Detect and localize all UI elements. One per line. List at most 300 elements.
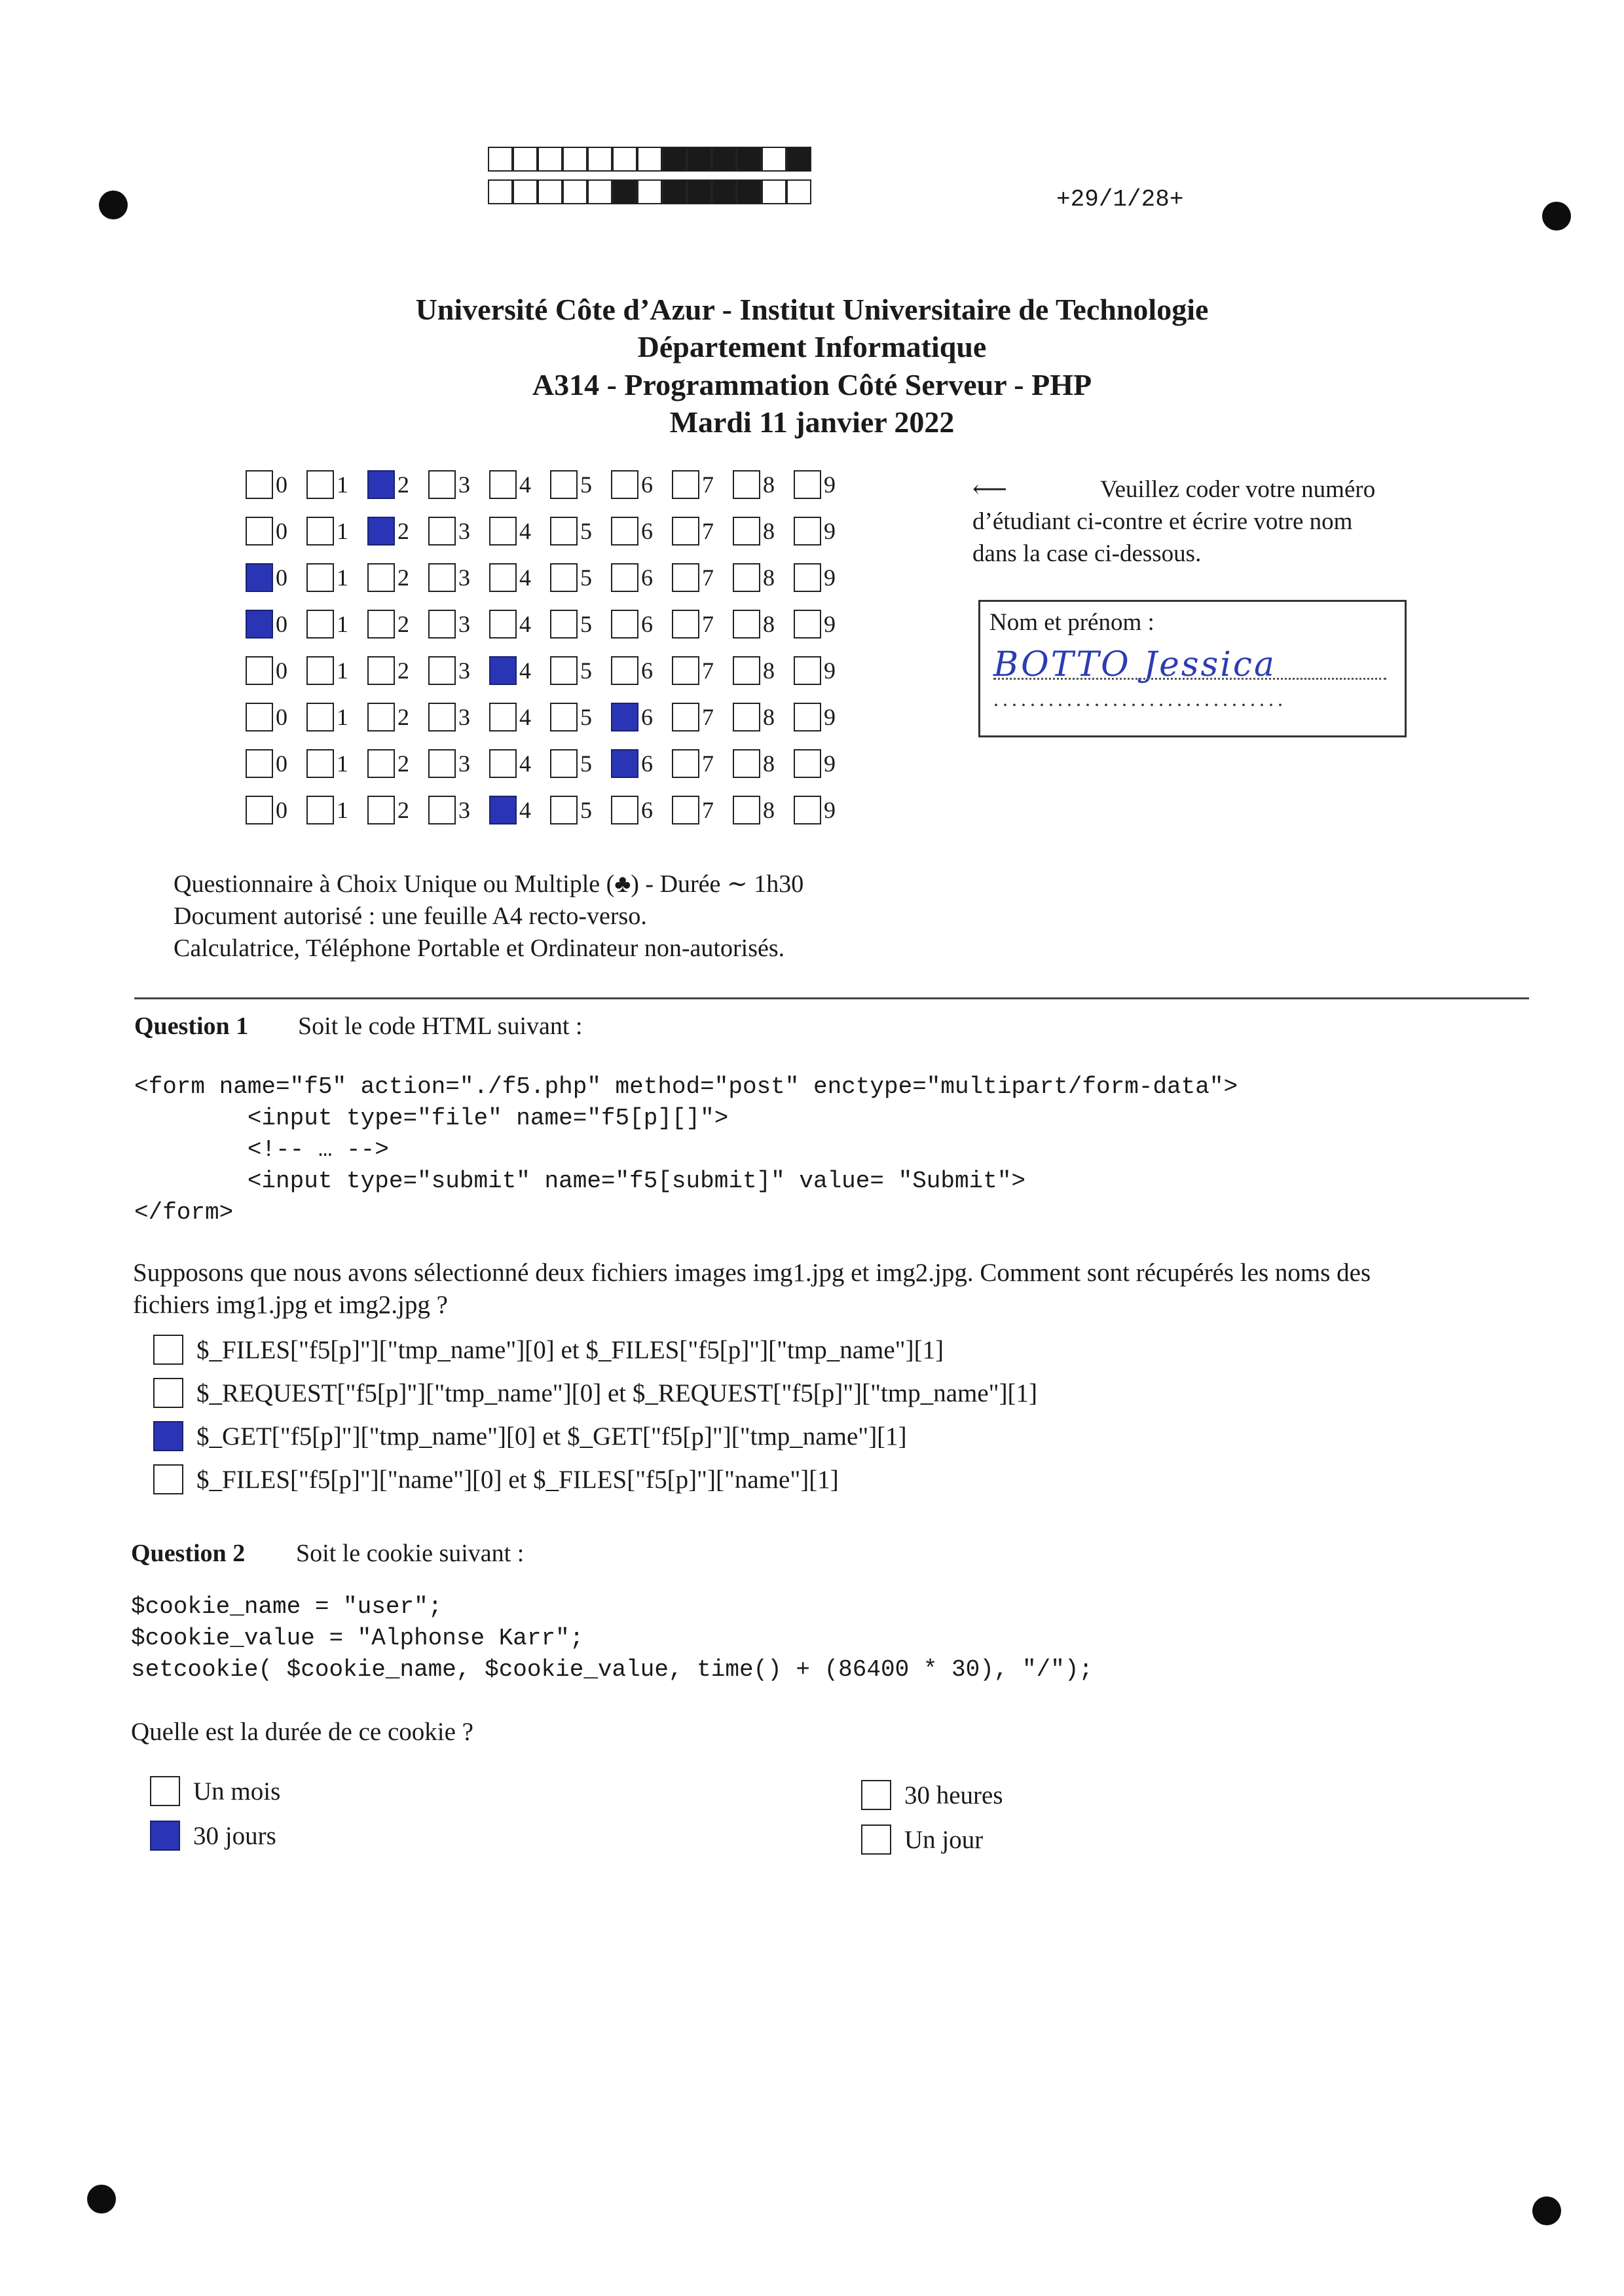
- digit-checkbox[interactable]: [246, 563, 273, 592]
- digit-label: 8: [763, 750, 775, 777]
- digit-checkbox[interactable]: [428, 656, 456, 685]
- digit-option[interactable]: [489, 703, 550, 731]
- digit-checkbox[interactable]: [367, 470, 395, 499]
- header-department: Département Informatique: [637, 330, 987, 363]
- digit-option[interactable]: [367, 517, 428, 546]
- digit-checkbox[interactable]: [611, 749, 638, 778]
- digit-label: 5: [580, 472, 592, 498]
- digit-option[interactable]: [794, 749, 855, 778]
- q2-option-label: Un jour: [904, 1825, 984, 1854]
- barcode-cell: [687, 179, 712, 204]
- digit-checkbox[interactable]: [550, 517, 578, 546]
- barcode-cell: [712, 179, 737, 204]
- digit-checkbox[interactable]: [428, 796, 456, 824]
- instruction-line-3: dans la case ci-dessous.: [972, 540, 1202, 567]
- digit-label: 9: [824, 704, 836, 730]
- student-number-row: [246, 467, 855, 502]
- digit-checkbox[interactable]: [367, 656, 395, 685]
- digit-option[interactable]: [611, 610, 672, 639]
- barcode-cell: [513, 179, 538, 204]
- digit-checkbox[interactable]: [306, 563, 334, 592]
- barcode-cell: [737, 147, 762, 172]
- digit-checkbox[interactable]: [367, 517, 395, 546]
- digit-label: 2: [397, 611, 409, 637]
- digit-option[interactable]: [672, 610, 733, 639]
- digit-checkbox[interactable]: [733, 517, 760, 546]
- name-handwritten[interactable]: BOTTO Jessica: [993, 645, 1277, 684]
- digit-checkbox[interactable]: [794, 749, 821, 778]
- q2-option-label: Un mois: [193, 1777, 281, 1805]
- registration-mark-top-right: [1542, 202, 1571, 231]
- digit-label: 7: [702, 797, 714, 823]
- digit-label: 7: [702, 704, 714, 730]
- instruction-arrow: ⟵: [972, 476, 1008, 503]
- digit-label: 4: [519, 797, 531, 823]
- q2-title: Question 2: [131, 1540, 246, 1567]
- digit-option[interactable]: [611, 470, 672, 499]
- digit-option[interactable]: [246, 470, 306, 499]
- digit-option[interactable]: [306, 796, 367, 824]
- digit-option[interactable]: [367, 656, 428, 685]
- digit-option[interactable]: [306, 656, 367, 685]
- digit-checkbox[interactable]: [306, 656, 334, 685]
- digit-checkbox[interactable]: [306, 470, 334, 499]
- digit-checkbox[interactable]: [672, 796, 699, 824]
- digit-checkbox[interactable]: [672, 470, 699, 499]
- digit-label: 6: [641, 750, 653, 777]
- digit-label: 9: [824, 611, 836, 637]
- exam-info-line-3: Calculatrice, Téléphone Portable et Ordinateur non-autorisés.: [174, 935, 785, 962]
- digit-option[interactable]: [672, 656, 733, 685]
- digit-checkbox[interactable]: [428, 470, 456, 499]
- instruction-line-1: Veuillez coder votre numéro: [1100, 476, 1376, 503]
- page-code: +29/1/28+: [1056, 186, 1184, 213]
- digit-option[interactable]: [794, 470, 855, 499]
- digit-option[interactable]: [489, 610, 550, 639]
- q1-option-label: $_FILES["f5[p]"]["name"][0] et $_FILES["f5[p]"]["name"][1]: [196, 1465, 839, 1494]
- digit-option[interactable]: [611, 563, 672, 592]
- student-number-row: [246, 699, 855, 735]
- barcode-cell: [612, 147, 637, 172]
- digit-label: 6: [641, 611, 653, 637]
- digit-option[interactable]: [550, 703, 611, 731]
- digit-option[interactable]: [611, 703, 672, 731]
- header-university: Université Côte d’Azur - Institut Universitaire de Technologie: [415, 293, 1209, 326]
- digit-option[interactable]: [246, 610, 306, 639]
- barcode-cell: [612, 179, 637, 204]
- digit-label: 5: [580, 657, 592, 684]
- digit-checkbox[interactable]: [489, 610, 517, 639]
- digit-checkbox[interactable]: [428, 610, 456, 639]
- barcode-cell: [786, 147, 811, 172]
- digit-checkbox[interactable]: [246, 703, 273, 731]
- digit-label: 2: [397, 657, 409, 684]
- digit-option[interactable]: [367, 703, 428, 731]
- digit-checkbox[interactable]: [489, 656, 517, 685]
- digit-checkbox[interactable]: [428, 563, 456, 592]
- digit-checkbox[interactable]: [489, 749, 517, 778]
- q2-option[interactable]: [150, 1821, 276, 1851]
- digit-label: 0: [276, 611, 287, 637]
- digit-label: 4: [519, 657, 531, 684]
- digit-checkbox[interactable]: [550, 610, 578, 639]
- q1-option[interactable]: [153, 1464, 839, 1494]
- digit-option[interactable]: [246, 563, 306, 592]
- digit-label: 6: [641, 565, 653, 591]
- q1-option[interactable]: [153, 1378, 1037, 1408]
- digit-checkbox[interactable]: [733, 796, 760, 824]
- q1-code-line: <form name="f5" action="./f5.php" method="post" enctype="multipart/form-data">: [134, 1073, 1238, 1100]
- digit-label: 8: [763, 565, 775, 591]
- digit-option[interactable]: [489, 796, 550, 824]
- barcode-cell: [637, 147, 662, 172]
- q2-lead: Soit le cookie suivant :: [296, 1540, 525, 1567]
- digit-checkbox[interactable]: [733, 563, 760, 592]
- q1-option[interactable]: [153, 1421, 907, 1451]
- digit-option[interactable]: [428, 656, 489, 685]
- digit-option[interactable]: [246, 656, 306, 685]
- barcode-cell: [762, 147, 786, 172]
- digit-checkbox[interactable]: [611, 796, 638, 824]
- q1-option-checkbox[interactable]: [153, 1421, 183, 1451]
- digit-label: 8: [763, 472, 775, 498]
- q2-option[interactable]: [861, 1824, 983, 1855]
- q1-option-label: $_REQUEST["f5[p]"]["tmp_name"][0] et $_REQUEST["f5[p]"]["tmp_name"][1]: [196, 1379, 1038, 1407]
- digit-checkbox[interactable]: [611, 703, 638, 731]
- digit-label: 3: [458, 565, 470, 591]
- digit-label: 0: [276, 704, 287, 730]
- q2-option[interactable]: [150, 1776, 280, 1806]
- digit-label: 9: [824, 750, 836, 777]
- digit-label: 4: [519, 750, 531, 777]
- digit-checkbox[interactable]: [550, 796, 578, 824]
- digit-option[interactable]: [428, 470, 489, 499]
- digit-option[interactable]: [246, 517, 306, 546]
- digit-checkbox[interactable]: [672, 703, 699, 731]
- digit-label: 3: [458, 611, 470, 637]
- digit-option[interactable]: [672, 703, 733, 731]
- barcode-row-1: [488, 147, 811, 174]
- q1-lead: Soit le code HTML suivant :: [298, 1012, 583, 1040]
- digit-option[interactable]: [428, 796, 489, 824]
- digit-label: 3: [458, 704, 470, 730]
- digit-checkbox[interactable]: [489, 796, 517, 824]
- digit-checkbox[interactable]: [367, 796, 395, 824]
- digit-option[interactable]: [611, 517, 672, 546]
- digit-checkbox[interactable]: [794, 610, 821, 639]
- digit-option[interactable]: [794, 703, 855, 731]
- digit-label: 9: [824, 565, 836, 591]
- digit-label: 8: [763, 518, 775, 544]
- digit-checkbox[interactable]: [367, 563, 395, 592]
- digit-option[interactable]: [489, 749, 550, 778]
- digit-checkbox[interactable]: [246, 796, 273, 824]
- name-label: Nom et prénom :: [989, 609, 1154, 636]
- digit-option[interactable]: [489, 656, 550, 685]
- digit-label: 9: [824, 657, 836, 684]
- barcode-cell: [488, 179, 513, 204]
- digit-label: 5: [580, 704, 592, 730]
- barcode-cell: [538, 179, 563, 204]
- digit-label: 0: [276, 472, 287, 498]
- digit-label: 1: [337, 704, 348, 730]
- digit-option[interactable]: [672, 796, 733, 824]
- digit-option[interactable]: [733, 563, 794, 592]
- barcode-cell: [662, 147, 687, 172]
- digit-option[interactable]: [306, 470, 367, 499]
- digit-option[interactable]: [733, 796, 794, 824]
- digit-checkbox[interactable]: [428, 517, 456, 546]
- q1-code-line: <!-- … -->: [134, 1136, 389, 1163]
- exam-info-line-1: Questionnaire à Choix Unique ou Multiple (♣) - Durée ∼ 1h30: [174, 870, 804, 898]
- digit-checkbox[interactable]: [794, 656, 821, 685]
- digit-option[interactable]: [428, 703, 489, 731]
- digit-label: 0: [276, 750, 287, 777]
- barcode-cell: [538, 147, 563, 172]
- digit-label: 7: [702, 472, 714, 498]
- q1-option-checkbox[interactable]: [153, 1335, 183, 1365]
- digit-label: 1: [337, 611, 348, 637]
- digit-option[interactable]: [246, 703, 306, 731]
- registration-mark-bottom-right: [1532, 2196, 1561, 2225]
- digit-option[interactable]: [367, 796, 428, 824]
- digit-option[interactable]: [672, 517, 733, 546]
- digit-checkbox[interactable]: [367, 703, 395, 731]
- digit-option[interactable]: [550, 656, 611, 685]
- digit-checkbox[interactable]: [672, 749, 699, 778]
- digit-checkbox[interactable]: [794, 796, 821, 824]
- name-box: [978, 600, 1407, 737]
- barcode-cell: [712, 147, 737, 172]
- digit-option[interactable]: [428, 610, 489, 639]
- q1-option-label: $_GET["f5[p]"]["tmp_name"][0] et $_GET["f5[p]"]["tmp_name"][1]: [196, 1422, 907, 1451]
- q1-code-line: </form>: [134, 1199, 234, 1226]
- digit-checkbox[interactable]: [794, 517, 821, 546]
- digit-checkbox[interactable]: [672, 563, 699, 592]
- digit-checkbox[interactable]: [611, 470, 638, 499]
- digit-option[interactable]: [550, 470, 611, 499]
- digit-option[interactable]: [306, 610, 367, 639]
- q1-option[interactable]: [153, 1335, 944, 1365]
- barcode-row-2: [488, 179, 811, 207]
- student-number-row: [246, 746, 855, 781]
- digit-label: 1: [337, 797, 348, 823]
- digit-option[interactable]: [794, 563, 855, 592]
- digit-checkbox[interactable]: [306, 610, 334, 639]
- digit-checkbox[interactable]: [794, 470, 821, 499]
- digit-checkbox[interactable]: [306, 703, 334, 731]
- digit-option[interactable]: [367, 749, 428, 778]
- header-course: A314 - Programmation Côté Serveur - PHP: [532, 368, 1092, 401]
- digit-label: 3: [458, 472, 470, 498]
- digit-option[interactable]: [428, 517, 489, 546]
- q2-code-line: setcookie( $cookie_name, $cookie_value, time() + (86400 * 30), "/");: [131, 1656, 1094, 1683]
- digit-checkbox[interactable]: [550, 656, 578, 685]
- digit-label: 1: [337, 565, 348, 591]
- digit-checkbox[interactable]: [489, 470, 517, 499]
- digit-label: 6: [641, 704, 653, 730]
- digit-label: 0: [276, 797, 287, 823]
- digit-checkbox[interactable]: [246, 656, 273, 685]
- digit-label: 4: [519, 472, 531, 498]
- q1-code-block: [134, 1071, 1238, 1229]
- digit-label: 3: [458, 657, 470, 684]
- digit-option[interactable]: [428, 563, 489, 592]
- digit-checkbox[interactable]: [733, 749, 760, 778]
- barcode-cell: [513, 147, 538, 172]
- q1-option-checkbox[interactable]: [153, 1464, 183, 1494]
- q2-option-checkbox[interactable]: [861, 1824, 891, 1855]
- digit-label: 5: [580, 611, 592, 637]
- digit-label: 8: [763, 704, 775, 730]
- digit-option[interactable]: [611, 796, 672, 824]
- digit-label: 9: [824, 518, 836, 544]
- digit-checkbox[interactable]: [246, 470, 273, 499]
- digit-option[interactable]: [611, 656, 672, 685]
- digit-checkbox[interactable]: [246, 610, 273, 639]
- digit-option[interactable]: [550, 563, 611, 592]
- digit-option[interactable]: [672, 470, 733, 499]
- barcode-cell: [587, 179, 612, 204]
- q1-question-line-1: Supposons que nous avons sélectionné deux fichiers images img1.jpg et img2.jpg. Comment sont récupérés les noms des: [133, 1259, 1371, 1287]
- digit-option[interactable]: [246, 749, 306, 778]
- digit-checkbox[interactable]: [794, 563, 821, 592]
- q1-option-checkbox[interactable]: [153, 1378, 183, 1408]
- digit-option[interactable]: [550, 749, 611, 778]
- digit-label: 4: [519, 565, 531, 591]
- barcode-cell: [563, 179, 587, 204]
- digit-checkbox[interactable]: [428, 749, 456, 778]
- digit-label: 0: [276, 657, 287, 684]
- instruction-line-2: d’étudiant ci-contre et écrire votre nom: [972, 508, 1353, 535]
- registration-mark-bottom-left: [87, 2185, 116, 2213]
- digit-checkbox[interactable]: [672, 656, 699, 685]
- digit-label: 2: [397, 565, 409, 591]
- q1-code-line: <input type="file" name="f5[p][]">: [134, 1105, 729, 1132]
- digit-option[interactable]: [733, 656, 794, 685]
- digit-option[interactable]: [428, 749, 489, 778]
- digit-option[interactable]: [733, 703, 794, 731]
- q2-option-label: 30 jours: [193, 1821, 276, 1850]
- digit-option[interactable]: [489, 470, 550, 499]
- digit-option[interactable]: [794, 656, 855, 685]
- barcode-cell: [637, 179, 662, 204]
- digit-checkbox[interactable]: [611, 656, 638, 685]
- digit-checkbox[interactable]: [367, 610, 395, 639]
- digit-option[interactable]: [489, 517, 550, 546]
- name-dotted-line-2: ................................: [993, 687, 1287, 711]
- q2-question: Quelle est la durée de ce cookie ?: [131, 1718, 473, 1746]
- barcode-cell: [662, 179, 687, 204]
- digit-checkbox[interactable]: [611, 563, 638, 592]
- digit-option[interactable]: [306, 517, 367, 546]
- digit-option[interactable]: [246, 796, 306, 824]
- digit-checkbox[interactable]: [550, 703, 578, 731]
- digit-option[interactable]: [794, 796, 855, 824]
- digit-checkbox[interactable]: [733, 656, 760, 685]
- digit-checkbox[interactable]: [489, 517, 517, 546]
- digit-option[interactable]: [550, 796, 611, 824]
- digit-checkbox[interactable]: [428, 703, 456, 731]
- q2-code-line: $cookie_value = "Alphonse Karr";: [131, 1625, 584, 1652]
- digit-option[interactable]: [306, 563, 367, 592]
- digit-label: 4: [519, 518, 531, 544]
- digit-option[interactable]: [672, 749, 733, 778]
- digit-label: 3: [458, 797, 470, 823]
- header-date: Mardi 11 janvier 2022: [669, 405, 955, 439]
- q2-option-checkbox[interactable]: [150, 1821, 180, 1851]
- digit-label: 3: [458, 750, 470, 777]
- barcode-cell: [488, 147, 513, 172]
- digit-checkbox[interactable]: [489, 703, 517, 731]
- digit-option[interactable]: [733, 610, 794, 639]
- digit-checkbox[interactable]: [489, 563, 517, 592]
- q2-option-checkbox[interactable]: [861, 1780, 891, 1810]
- barcode-cell: [687, 147, 712, 172]
- digit-checkbox[interactable]: [733, 470, 760, 499]
- digit-option[interactable]: [733, 470, 794, 499]
- digit-option[interactable]: [794, 517, 855, 546]
- barcode-cell: [786, 179, 811, 204]
- digit-label: 6: [641, 518, 653, 544]
- digit-label: 7: [702, 518, 714, 544]
- digit-label: 5: [580, 518, 592, 544]
- digit-checkbox[interactable]: [611, 517, 638, 546]
- digit-label: 2: [397, 750, 409, 777]
- digit-option[interactable]: [550, 517, 611, 546]
- digit-checkbox[interactable]: [611, 610, 638, 639]
- digit-checkbox[interactable]: [733, 703, 760, 731]
- student-number-row: [246, 792, 855, 828]
- digit-label: 6: [641, 797, 653, 823]
- digit-checkbox[interactable]: [306, 749, 334, 778]
- digit-option[interactable]: [733, 749, 794, 778]
- barcode-cell: [587, 147, 612, 172]
- digit-checkbox[interactable]: [550, 749, 578, 778]
- digit-option[interactable]: [367, 470, 428, 499]
- digit-option[interactable]: [306, 749, 367, 778]
- digit-option[interactable]: [672, 563, 733, 592]
- q2-option[interactable]: [861, 1780, 1003, 1810]
- digit-label: 2: [397, 704, 409, 730]
- digit-checkbox[interactable]: [367, 749, 395, 778]
- digit-label: 6: [641, 657, 653, 684]
- digit-label: 9: [824, 472, 836, 498]
- digit-checkbox[interactable]: [733, 610, 760, 639]
- digit-option[interactable]: [367, 563, 428, 592]
- student-number-row: [246, 560, 855, 595]
- digit-option[interactable]: [306, 703, 367, 731]
- digit-checkbox[interactable]: [550, 563, 578, 592]
- q2-option-checkbox[interactable]: [150, 1776, 180, 1806]
- digit-checkbox[interactable]: [306, 517, 334, 546]
- digit-option[interactable]: [733, 517, 794, 546]
- digit-option[interactable]: [550, 610, 611, 639]
- digit-option[interactable]: [794, 610, 855, 639]
- digit-label: 4: [519, 704, 531, 730]
- digit-option[interactable]: [489, 563, 550, 592]
- digit-checkbox[interactable]: [550, 470, 578, 499]
- digit-checkbox[interactable]: [672, 610, 699, 639]
- digit-option[interactable]: [611, 749, 672, 778]
- digit-checkbox[interactable]: [306, 796, 334, 824]
- digit-option[interactable]: [367, 610, 428, 639]
- digit-checkbox[interactable]: [246, 749, 273, 778]
- digit-checkbox[interactable]: [672, 517, 699, 546]
- digit-checkbox[interactable]: [794, 703, 821, 731]
- digit-label: 0: [276, 565, 287, 591]
- digit-checkbox[interactable]: [246, 517, 273, 546]
